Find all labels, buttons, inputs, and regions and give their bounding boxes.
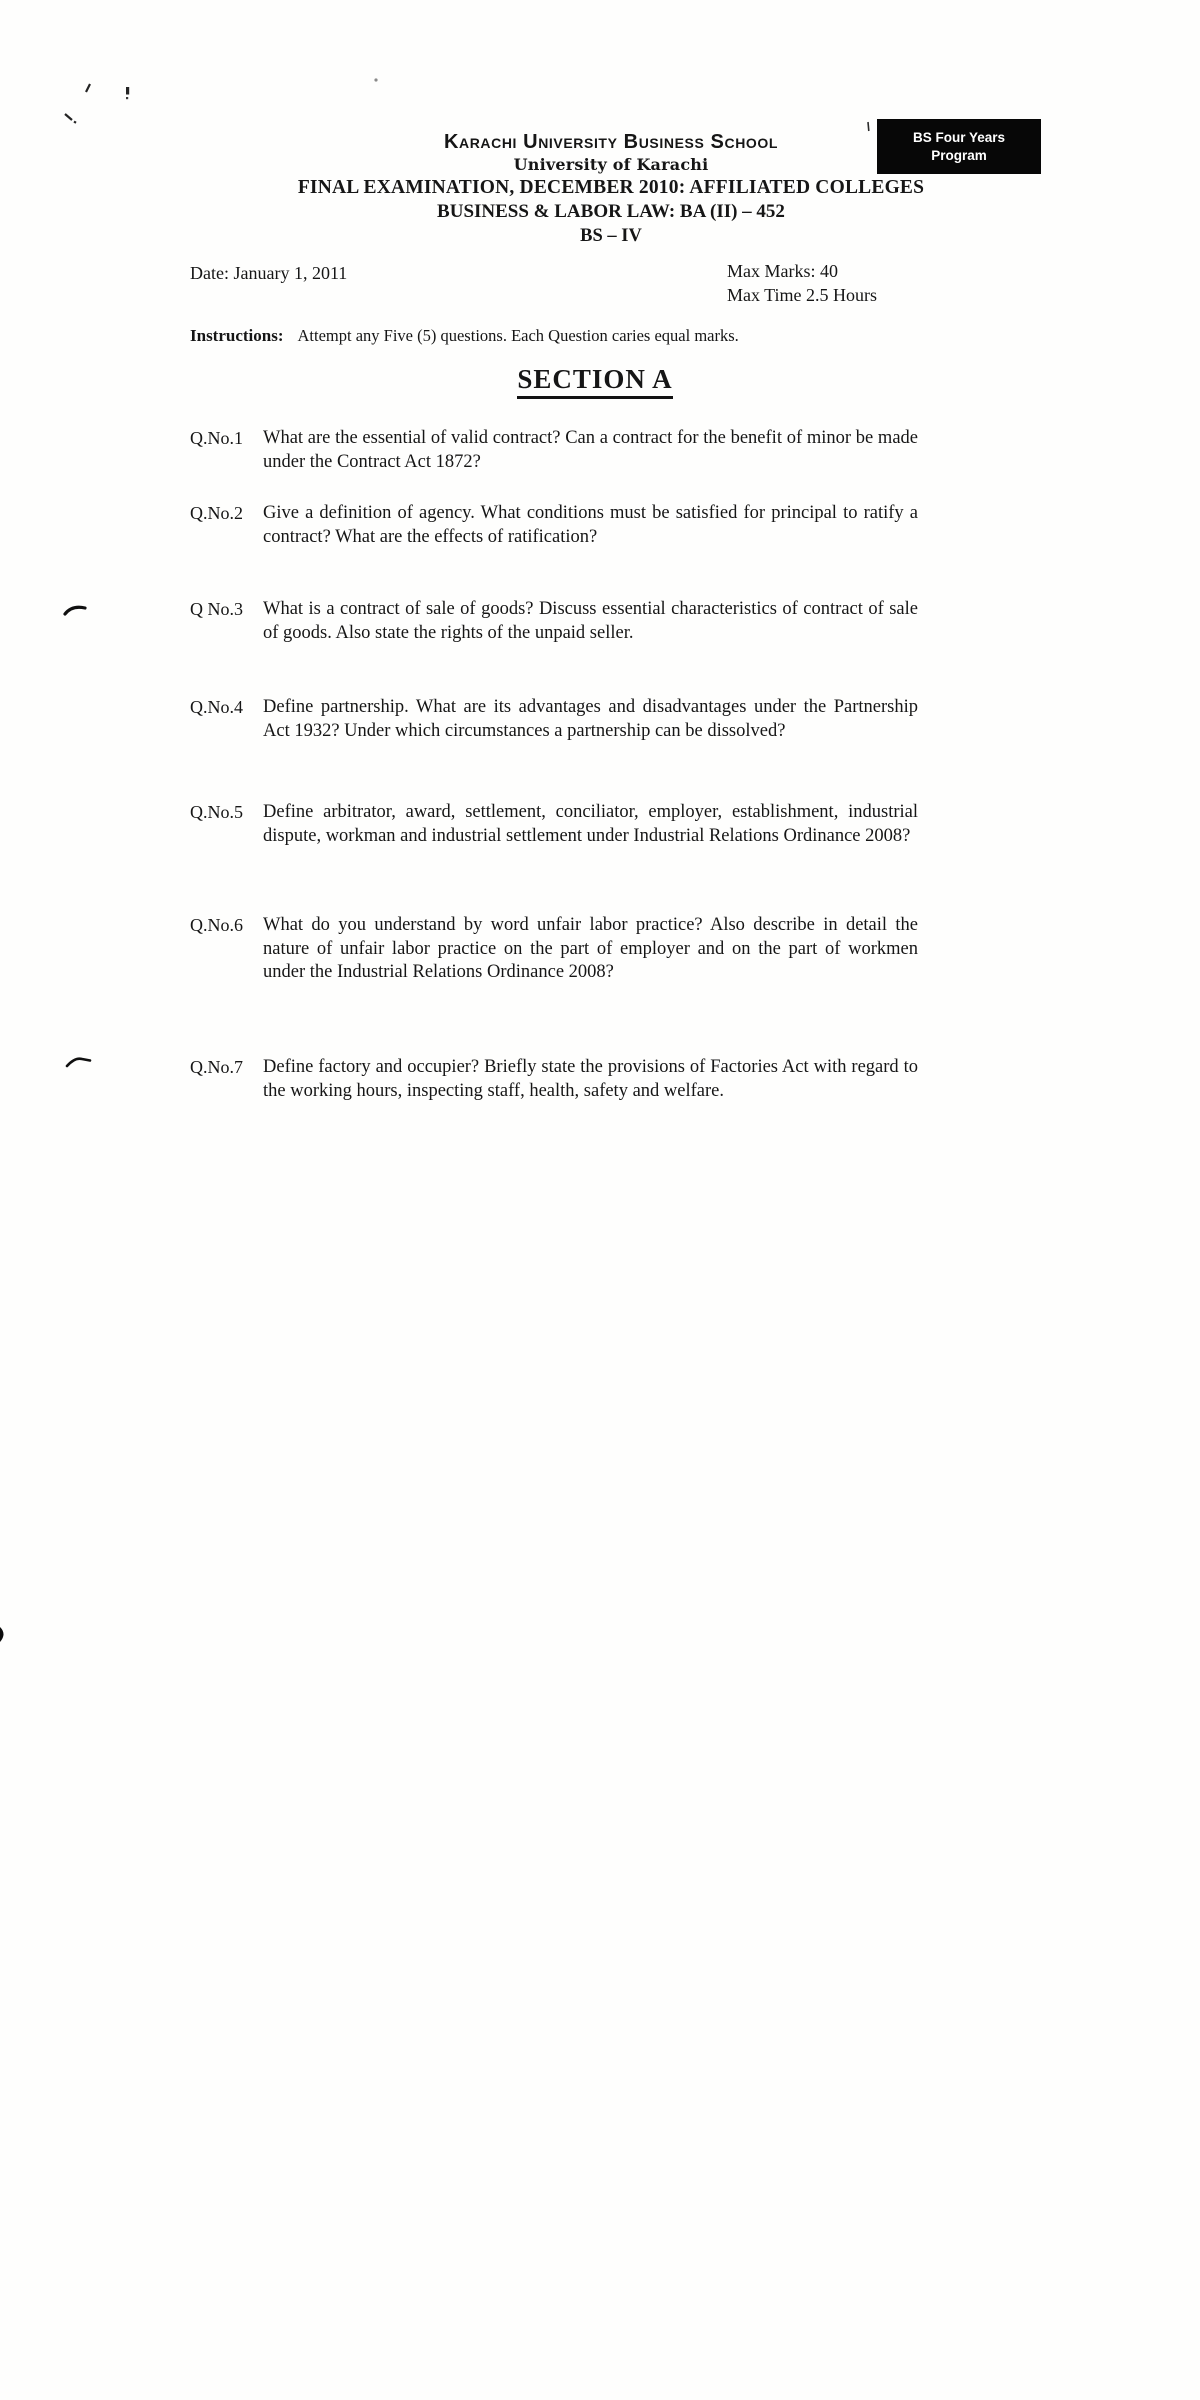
question-number: Q.No.7 bbox=[190, 1057, 243, 1077]
instructions-line bbox=[190, 326, 940, 346]
question-row-4 bbox=[190, 696, 918, 743]
question-row-1 bbox=[190, 427, 918, 474]
question-text: Define arbitrator, award, settlement, conciliator, employer, establishment, industrial dispute, workman and industrial settlement under Industrial Relations Ordinance 2008? bbox=[263, 802, 918, 846]
scan-artifact-speck-tick bbox=[126, 87, 129, 95]
question-row-5 bbox=[190, 801, 918, 848]
scan-artifact-pen-curve-1 bbox=[65, 607, 85, 614]
exam-date: Date: January 1, 2011 bbox=[190, 263, 348, 283]
instructions-label: Instructions: bbox=[190, 326, 284, 345]
program-level: BS – IV bbox=[580, 226, 642, 246]
question-text: What is a contract of sale of goods? Discuss essential characteristics of contract of sale of goods. Also state the rights of the unpaid seller. bbox=[263, 599, 918, 643]
scan-artifact-backslash bbox=[65, 114, 76, 123]
program-badge-line1: BS Four Years bbox=[912, 130, 1006, 145]
scan-artifact-edge-blob bbox=[0, 1627, 4, 1642]
school-name: Karachi University Business School bbox=[443, 131, 779, 153]
scan-artifact-faint-dot bbox=[374, 78, 377, 81]
question-row-2 bbox=[190, 502, 918, 549]
question-number: Q.No.6 bbox=[190, 915, 243, 935]
question-text: Define factory and occupier? Briefly state the provisions of Factories Act with regard to the working hours, inspecting staff, health, safety and welfare. bbox=[263, 1057, 918, 1101]
question-text: Define partnership. What are its advantages and disadvantages under the Partnership Act 1932? Under which circumstances a partnership can be dissolved? bbox=[263, 697, 918, 741]
question-row-7 bbox=[190, 1056, 918, 1103]
question-row-3 bbox=[190, 598, 918, 645]
exam-header bbox=[180, 131, 1042, 247]
section-a-title: SECTION A bbox=[517, 364, 672, 399]
program-badge-line2: Program bbox=[931, 147, 987, 163]
max-marks: Max Marks: 40 bbox=[727, 261, 838, 281]
question-number: Q.No.2 bbox=[190, 503, 243, 523]
question-text: What are the essential of valid contract? Can a contract for the benefit of minor be made under the Contract Act 1872? bbox=[263, 428, 918, 472]
section-a-heading-row bbox=[180, 364, 1010, 399]
scan-artifact-speck-dot bbox=[126, 97, 128, 99]
question-row-6 bbox=[190, 914, 918, 985]
question-text: What do you understand by word unfair labor practice? Also describe in detail the nature of unfair labor practice on the part of employer and on the part of workmen under the Industrial Relations Ordinance 2008? bbox=[263, 915, 918, 982]
question-number: Q No.3 bbox=[190, 599, 243, 619]
course-title: BUSINESS & LABOR LAW: BA (II) – 452 bbox=[437, 201, 785, 222]
scan-artifact-badge-tick bbox=[868, 122, 869, 131]
question-number: Q.No.1 bbox=[190, 428, 243, 448]
exam-title: FINAL EXAMINATION, DECEMBER 2010: AFFILIATED COLLEGES bbox=[297, 177, 925, 198]
question-number: Q.No.5 bbox=[190, 802, 243, 822]
scan-artifact-speck-slash bbox=[86, 84, 90, 92]
scan-artifact-pen-curve-2 bbox=[67, 1059, 90, 1066]
instructions-text: Attempt any Five (5) questions. Each Question caries equal marks. bbox=[297, 326, 739, 345]
max-time: Max Time 2.5 Hours bbox=[727, 285, 878, 305]
university-name: University of Karachi bbox=[513, 155, 709, 174]
question-number: Q.No.4 bbox=[190, 697, 243, 717]
question-text: Give a definition of agency. What conditions must be satisfied for principal to ratify a contract? What are the effects of ratification? bbox=[263, 503, 918, 547]
